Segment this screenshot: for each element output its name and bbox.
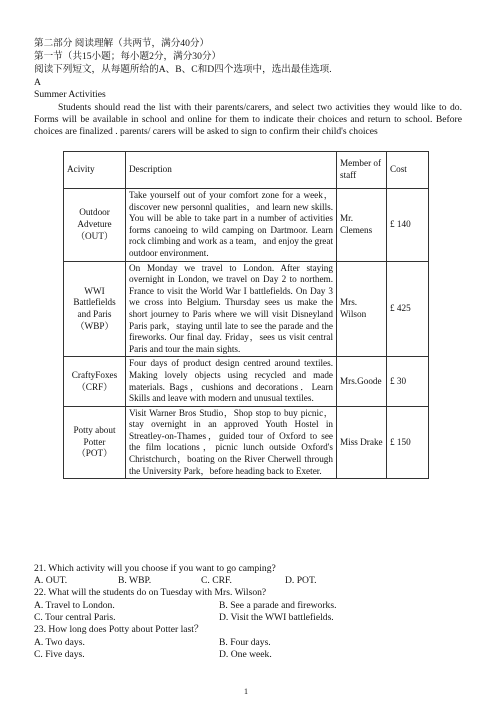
question-23-stem: 23. How long does Potty about Potter last？: [34, 624, 204, 635]
table-row: [64, 406, 429, 479]
question-21-option-a: A. OUT.: [34, 575, 68, 586]
section-heading: 第二部分 阅读理解（共两节，满分40分）: [34, 38, 210, 49]
table-row: [64, 189, 429, 262]
cost-cell: £ 150: [387, 406, 429, 479]
question-23-option-a: A. Two days.: [34, 637, 85, 648]
activity-cell: WWI Battlefields and Paris （WBP）: [64, 261, 126, 357]
header-cost: Cost: [387, 152, 429, 189]
description-cell: On Monday we travel to London. After staying overnight in London, we travel on Day 2 to northem. France to visit the World War I battlefields. On Day 3 we cross into Belgium. Thursday sees us make the short journey to Paris where we will visit Disneyland Paris park，staying until late to see the parade and the fireworks. Our final day. Friday，sees us visit central Paris and tour the main sights.: [126, 261, 337, 357]
cost-cell: £ 140: [387, 189, 429, 262]
table-row: [64, 261, 429, 357]
header-activity: Acivity: [64, 152, 126, 189]
table-header-row: [64, 152, 429, 189]
question-22-option-c: C. Tour central Paris.: [34, 612, 116, 623]
intro-paragraph: Students should read the list with their parents/carers, and select two activities they would like to do. Forms will be available in school and online for them to indicate their choices and return to school. Before choices are finalized . parents/ carers will be asked to sign to confirm their child's choices: [34, 102, 462, 138]
activity-cell: Outdoor Adveture （OUT）: [64, 189, 126, 262]
page-number: 1: [244, 687, 248, 696]
staff-cell: Mrs. Wilson: [337, 261, 387, 357]
description-cell: Visit Warner Bros Studio，Shop stop to buy picnic，stay overnight in an approved Youth Hostel in Streatley-on-Thames，guided tour of Oxford to see the film locations，picnic lunch outside Oxford's Christchurch，boating on the River Cherwell through the University Park，before heading back to Exeter.: [126, 406, 337, 479]
question-21-option-d: D. POT.: [285, 575, 317, 586]
question-22-stem: 22. What will the students do on Tuesday with Mrs. Wilson?: [34, 587, 267, 598]
passage-letter: A: [34, 77, 41, 88]
header-description: Description: [126, 152, 337, 189]
question-22-option-a: A. Travel to London.: [34, 600, 115, 611]
question-22-option-d: D. Visit the WWI battlefields.: [219, 612, 334, 623]
staff-cell: Mrs.Goode: [337, 357, 387, 406]
question-22-option-b: B. See a parade and fireworks.: [219, 600, 337, 611]
question-21-option-c: C. CRF.: [201, 575, 232, 586]
activities-table: [63, 151, 429, 479]
instruction-text: 阅读下列短文，从每题所给的A、B、C和D四个选项中，选出最佳选项.: [34, 64, 332, 75]
description-cell: Four days of product design centred around textiles. Making lovely objects using recycled and made materials. Bags，cushions and decorations．Learn Skills and leave with modern and unusual textiles.: [126, 357, 337, 406]
question-23-option-b: B. Four days.: [219, 637, 271, 648]
activity-cell: Potty about Potter （POT）: [64, 406, 126, 479]
cost-cell: £ 425: [387, 261, 429, 357]
description-cell: Take yourself out of your comfort zone for a week， discover new personnl qualities，and learn new skills. You will be able to take part in a number of activities forms canoeing to wild camping on Dartmoor. Learn rock climbing and work as a team，and enjoy the great outdoor environment.: [126, 189, 337, 262]
staff-cell: Miss Drake: [337, 406, 387, 479]
question-21-option-b: B. WBP.: [118, 575, 152, 586]
header-staff: Member of staff: [337, 152, 387, 189]
activity-cell: CraftyFoxes （CRF）: [64, 357, 126, 406]
cost-cell: £ 30: [387, 357, 429, 406]
subsection-heading: 第一节（共15小题；每小题2分，满分30分）: [34, 51, 222, 62]
staff-cell: Mr. Clemens: [337, 189, 387, 262]
question-21-stem: 21. Which activity will you choose if you want to go camping?: [34, 563, 276, 574]
passage-title: Summer Activities: [34, 89, 106, 100]
question-23-option-c: C. Five days.: [34, 649, 85, 660]
question-23-option-d: D. One week.: [219, 649, 272, 660]
table-row: [64, 357, 429, 406]
